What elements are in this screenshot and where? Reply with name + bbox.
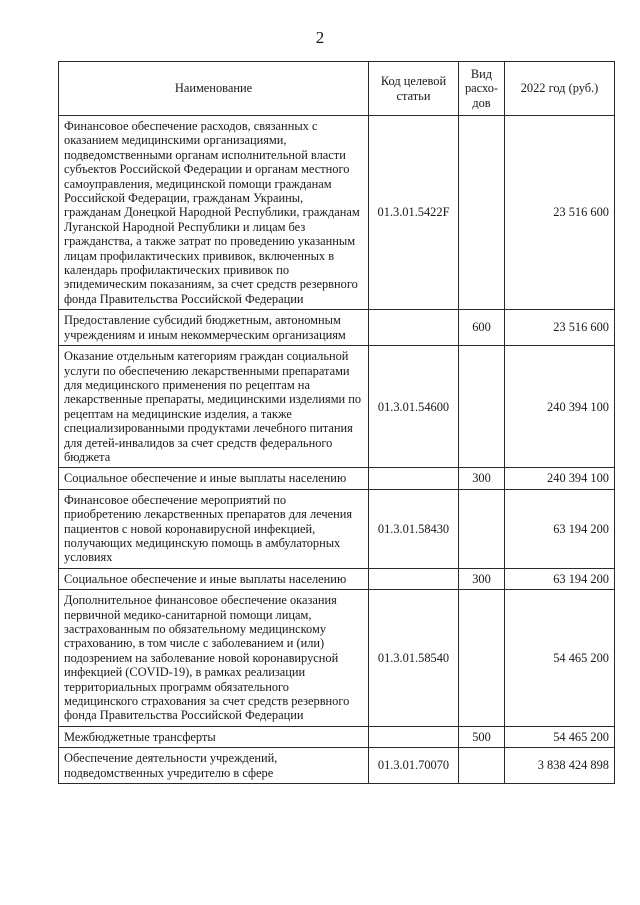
row-code	[369, 726, 459, 747]
row-name: Социальное обеспечение и иные выплаты населению	[59, 568, 369, 589]
row-sum: 240 394 100	[505, 346, 615, 468]
table-row	[59, 568, 615, 589]
row-sum: 23 516 600	[505, 116, 615, 310]
row-kind: 300	[459, 468, 505, 489]
row-name: Финансовое обеспечение мероприятий по приобретению лекарственных препаратов для лечения пациентов с новой коронавирусной инфекцией, получающих медицинскую помощь в амбулаторных условиях	[59, 489, 369, 568]
row-kind	[459, 748, 505, 784]
row-name: Предоставление субсидий бюджетным, автономным учреждениям и иным некоммерческим организациям	[59, 310, 369, 346]
table-row	[59, 468, 615, 489]
row-code: 01.3.01.58540	[369, 590, 459, 727]
table-row	[59, 489, 615, 568]
row-code	[369, 310, 459, 346]
table-row	[59, 748, 615, 784]
row-code	[369, 468, 459, 489]
row-name: Финансовое обеспечение расходов, связанных с оказанием медицинскими организациями, подведомственными органам исполнительной власти субъектов Российской Федерации и органам местного самоуправления, медицинской помощи гражданам Российской Федерации, гражданам Украины, гражданам Донецкой Народной Республики, гражданам Луганской Народной Республики и лицам без гражданства, а также затрат по проведению указанным лицам профилактических прививок, включенных в календарь профилактических прививок по эпидемическим показаниям, за счет средств резервного фонда Правительства Российской Федерации	[59, 116, 369, 310]
row-kind: 500	[459, 726, 505, 747]
page-number: 2	[315, 28, 325, 47]
row-code: 01.3.01.54600	[369, 346, 459, 468]
row-sum: 63 194 200	[505, 568, 615, 589]
row-name: Дополнительное финансовое обеспечение оказания первичной медико-санитарной помощи лицам, застрахованным по обязательному медицинскому страхованию, в том числе с заболеванием и (или) подозрением на заболевание новой коронавирусной инфекцией (COVID-19), в рамках реализации территориальных программ обязательного медицинского страхования за счет средств резервного фонда Правительства Российской Федерации	[59, 590, 369, 727]
table-row	[59, 310, 615, 346]
row-kind	[459, 489, 505, 568]
row-sum: 63 194 200	[505, 489, 615, 568]
row-kind	[459, 346, 505, 468]
table-header-row	[59, 62, 615, 116]
row-name: Оказание отдельным категориям граждан социальной услуги по обеспечению лекарственными препаратами для медицинского применения по рецептам на лекарственные препараты, медицинскими изделиями по рецептам на медицинские изделия, а также специализированными продуктами лечебного питания для детей-инвалидов за счет средств федерального бюджета	[59, 346, 369, 468]
row-name: Обеспечение деятельности учреждений, подведомственных учредителю в сфере	[59, 748, 369, 784]
budget-table	[58, 61, 615, 784]
row-sum: 3 838 424 898	[505, 748, 615, 784]
header-kind: Вид расхо-дов	[459, 62, 505, 116]
table-row	[59, 590, 615, 727]
header-code: Код целевой статьи	[369, 62, 459, 116]
row-sum: 54 465 200	[505, 590, 615, 727]
table-row	[59, 116, 615, 310]
row-kind: 300	[459, 568, 505, 589]
row-code: 01.3.01.5422F	[369, 116, 459, 310]
row-kind: 600	[459, 310, 505, 346]
header-sum: 2022 год (руб.)	[505, 62, 615, 116]
table-row	[59, 346, 615, 468]
row-kind	[459, 116, 505, 310]
row-code: 01.3.01.58430	[369, 489, 459, 568]
row-name: Социальное обеспечение и иные выплаты населению	[59, 468, 369, 489]
header-name: Наименование	[59, 62, 369, 116]
row-sum: 54 465 200	[505, 726, 615, 747]
row-sum: 23 516 600	[505, 310, 615, 346]
table-row	[59, 726, 615, 747]
row-name: Межбюджетные трансферты	[59, 726, 369, 747]
row-kind	[459, 590, 505, 727]
row-code: 01.3.01.70070	[369, 748, 459, 784]
row-sum: 240 394 100	[505, 468, 615, 489]
row-code	[369, 568, 459, 589]
